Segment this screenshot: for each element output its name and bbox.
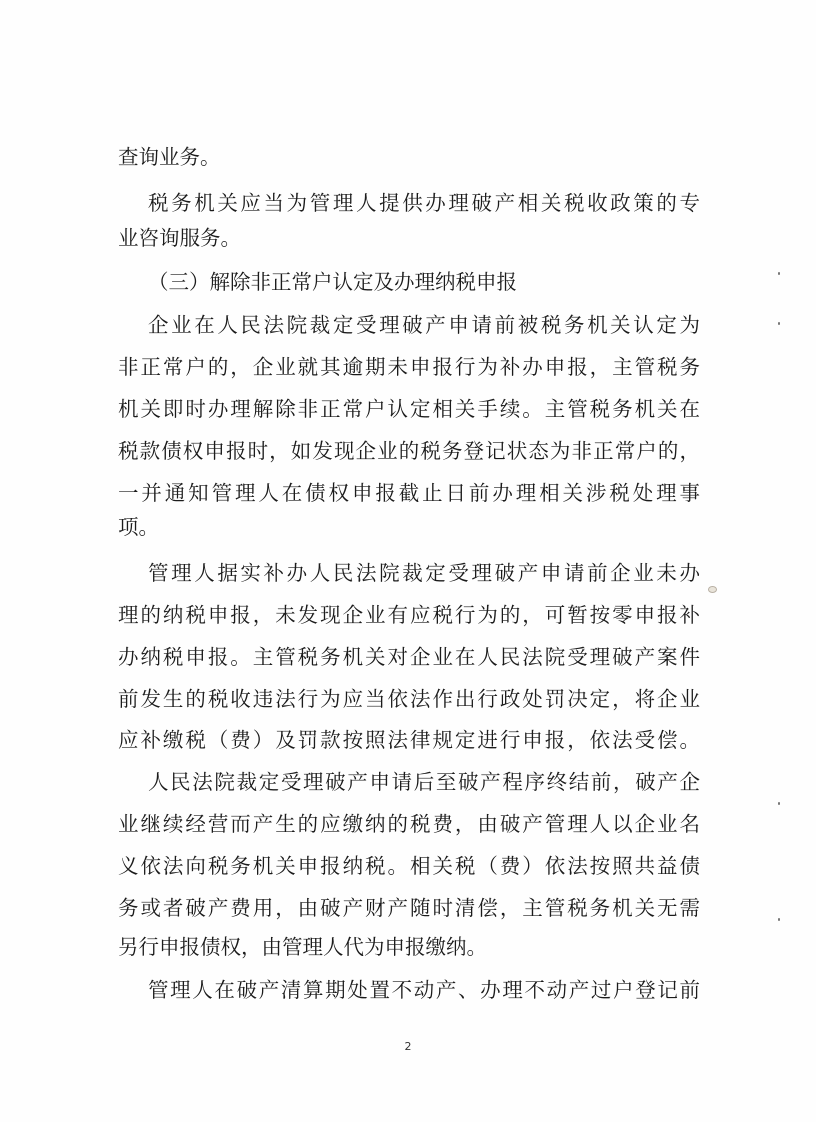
text-line-10: 项。 xyxy=(118,515,159,539)
text-line-3: 业咨询服务。 xyxy=(118,226,241,250)
text-line-1: 查询业务。 xyxy=(118,145,221,169)
text-line-21: 管理人在破产清算期处置不动产、办理不动产过户登记前 xyxy=(148,978,700,1002)
scan-smudge xyxy=(708,586,717,593)
text-line-5: 企业在人民法院裁定受理破产申请前被税务机关认定为 xyxy=(148,313,700,337)
text-line-15: 应补缴税（费）及罚款按照法律规定进行申报，依法受偿。 xyxy=(118,728,700,752)
text-line-14: 前发生的税收违法行为应当依法作出行政处罚决定，将企业 xyxy=(118,687,700,711)
text-line-12: 理的纳税申报，未发现企业有应税行为的，可暂按零申报补 xyxy=(118,603,700,627)
scan-speck xyxy=(778,322,780,325)
text-line-19: 务或者破产费用，由破产财产随时清偿，主管税务机关无需 xyxy=(118,896,700,920)
text-line-16: 人民法院裁定受理破产申请后至破产程序终结前，破产企 xyxy=(148,770,700,794)
text-line-18: 义依法向税务机关申报纳税。相关税（费）依法按照共益债 xyxy=(118,854,700,878)
text-line-13: 办纳税申报。主管税务机关对企业在人民法院受理破产案件 xyxy=(118,645,700,669)
text-line-7: 机关即时办理解除非正常户认定相关手续。主管税务机关在 xyxy=(118,397,700,421)
text-line-8: 税款债权申报时，如发现企业的税务登记状态为非正常户的， xyxy=(118,439,700,463)
scan-speck xyxy=(778,272,780,275)
text-line-17: 业继续经营而产生的应缴纳的税费，由破产管理人以企业名 xyxy=(118,812,700,836)
text-line-20: 另行申报债权，由管理人代为申报缴纳。 xyxy=(118,935,487,959)
text-line-11: 管理人据实补办人民法院裁定受理破产申请前企业未办 xyxy=(148,561,700,585)
text-line-6: 非正常户的，企业就其逾期未申报行为补办申报，主管税务 xyxy=(118,355,700,379)
text-line-9: 一并通知管理人在债权申报截止日前办理相关涉税处理事 xyxy=(118,481,700,505)
page-number: 2 xyxy=(404,1040,412,1053)
scan-speck xyxy=(778,802,780,805)
text-line-2: 税务机关应当为管理人提供办理破产相关税收政策的专 xyxy=(148,191,700,215)
scan-speck xyxy=(778,918,780,921)
section-heading: （三）解除非正常户认定及办理纳税申报 xyxy=(148,270,517,294)
